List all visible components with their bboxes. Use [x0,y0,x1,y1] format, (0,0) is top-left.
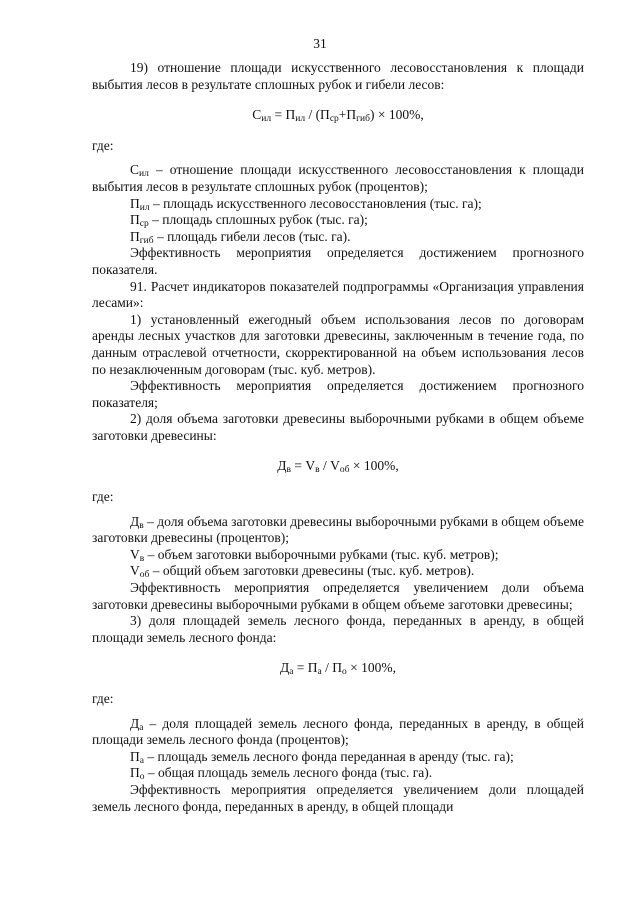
definition-da [92,716,584,749]
definition-text: – площадь сплошных рубок (тыс. га); [148,212,368,228]
formula-sil-p2-sub: ср [329,114,339,125]
definition-symbol: П [130,195,140,211]
formula-sil-lhs: С [252,107,262,123]
definition-psr [92,212,584,229]
paragraph-91: 91. Расчет индикаторов показателей подпрограммы «Организация управления лесами»: [92,278,584,311]
spacer [92,154,584,162]
definition-dv [92,514,584,547]
definition-symbol-sub: а [139,722,144,733]
definition-vob [92,563,584,580]
definition-text: – объем заготовки выборочными рубками (тыс. куб. метров); [144,546,499,562]
formula-da-tail: × 100%, [346,660,396,676]
formula-da-lhs-sub: а [289,667,294,678]
definition-symbol: С [130,162,140,178]
item-1: 1) установленный ежегодный объем использования лесов по договорам аренды лесных участков для заготовки древесины, заключенным в течение года, по данным отраслевой отчетности, скорректированной на объем использования лесов по незаключенным договорам (тыс. куб. метров). [92,311,584,377]
formula-sil-tail: ) × 100%, [369,107,424,123]
formula-da-eq: = П [293,660,318,676]
definition-text: – доля площадей земель лесного фонда, переданных в аренду, в общей площади земель лесного фонда (процентов); [92,715,584,748]
formula-sil-eq: = П [271,107,296,123]
definition-symbol-sub: об [139,570,150,581]
where-label-2: где: [92,489,114,505]
spacer [92,506,584,514]
formula-dv-eq: = V [291,458,316,474]
effectiveness-2: Эффективность мероприятия определяется достижением прогнозного показателя; [92,378,584,410]
definition-symbol-sub: в [139,553,145,564]
definition-text: – общая площадь земель лесного фонда (тыс. га). [144,765,433,781]
definition-po [92,765,584,782]
definition-symbol-sub: ил [139,202,150,213]
formula-sil-p3-sub: гиб [356,114,370,125]
definition-symbol: V [130,563,140,579]
definition-text: – площадь искусственного лесовосстановления (тыс. га); [149,195,482,211]
formula-da-b-sub: о [342,667,347,678]
formula-sil-plus: +П [338,107,357,123]
formula-sil-lhs-sub: ил [261,114,272,125]
definition-text: – площадь гибели лесов (тыс. га). [153,228,351,244]
formula-dv-lhs: Д [277,458,287,474]
definition-symbol: П [130,228,140,244]
definition-vv [92,547,584,564]
definition-text: – доля объема заготовки древесины выборочными рубками в общем объеме заготовки древесины (процентов); [92,513,584,546]
definition-text: – общий объем заготовки древесины (тыс. куб. метров). [149,563,475,579]
formula-dv-lhs-sub: в [286,465,291,476]
formula-dv-tail: × 100%, [349,458,399,474]
item-3-intro: 3) доля площадей земель лесного фонда, переданных в аренду, в общей площади земель лесного фонда: [92,613,584,645]
formula-da-a-sub: а [317,667,322,678]
formula-da [92,660,584,677]
formula-sil-mid: / (П [305,107,330,123]
formula-dv-a-sub: в [315,465,320,476]
definition-text: – отношение площади искусственного лесовосстановления к площади выбытия лесов в результате сплошных рубок (процентов); [92,162,584,194]
document-body [92,60,584,815]
formula-sil-p1-sub: ил [295,114,306,125]
definition-symbol: Д [130,715,140,731]
definition-symbol-sub: ил [139,169,149,180]
formula-dv-b-sub: об [339,465,350,476]
spacer [92,708,584,716]
definition-symbol-sub: в [139,520,144,531]
formula-dv [92,458,584,475]
definition-sil [92,162,584,195]
formula-dv-mid: / V [319,458,340,474]
definition-symbol-sub: а [139,755,144,766]
definition-symbol: Д [130,513,140,529]
formula-da-lhs: Д [279,660,290,676]
definition-text: – площадь земель лесного фонда переданная в аренду (тыс. га); [143,748,514,764]
definition-symbol-sub: ср [139,219,149,230]
effectiveness-3: Эффективность мероприятия определяется увеличением доли объема заготовки древесины выборочными рубками в общем объеме заготовки древесины; [92,580,584,612]
definition-symbol-sub: о [139,772,145,783]
effectiveness-1: Эффективность мероприятия определяется достижением прогнозного показателя. [92,245,584,277]
definition-symbol: П [130,765,140,781]
effectiveness-4: Эффективность мероприятия определяется увеличением доли площадей земель лесного фонда, переданных в аренду, в общей площади [92,781,584,814]
definition-symbol-sub: гиб [139,235,154,246]
definition-pil [92,196,584,213]
item-2-intro: 2) доля объема заготовки древесины выборочными рубками в общем объеме заготовки древесины: [92,411,584,443]
where-label-3: где: [92,691,114,706]
definition-symbol: П [130,748,140,764]
formula-sil [92,107,584,124]
definition-symbol: V [130,546,140,562]
definition-symbol: П [130,212,140,228]
definition-pa [92,749,584,766]
item-19-intro: 19) отношение площади искусственного лесовосстановления к площади выбытия лесов в результате сплошных рубок и гибели лесов: [92,60,584,92]
definition-pgib [92,229,584,246]
formula-da-mid: / П [321,660,343,676]
page-number: 31 [313,36,327,51]
where-label-1: где: [92,137,114,153]
